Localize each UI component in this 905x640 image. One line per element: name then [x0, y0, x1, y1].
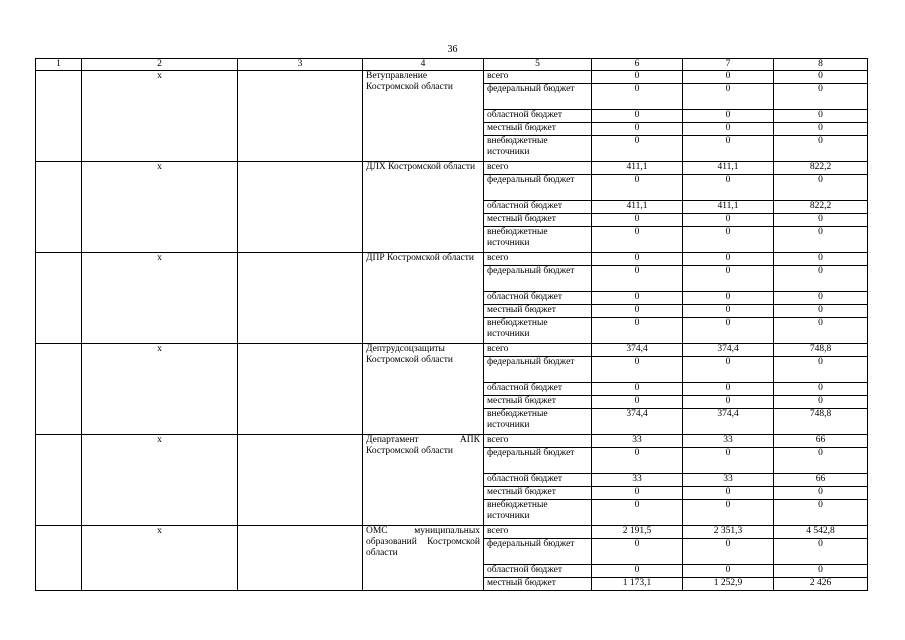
table-row: [36, 162, 868, 175]
funding-source-cell: федеральный бюджет: [484, 175, 592, 201]
funding-source-cell: всего: [484, 253, 592, 266]
value-col7-cell: 411,1: [683, 162, 774, 175]
empty-cell: [238, 435, 363, 526]
value-col7-cell: 33: [683, 474, 774, 487]
empty-cell: [238, 253, 363, 344]
funding-source-cell: местный бюджет: [484, 578, 592, 591]
value-col7-cell: 0: [683, 292, 774, 305]
row-number-cell: [36, 162, 82, 253]
value-col7-cell: 0: [683, 71, 774, 84]
value-col7-cell: 0: [683, 136, 774, 162]
empty-cell: [238, 162, 363, 253]
value-col6-cell: 0: [592, 71, 683, 84]
mark-cell: х: [82, 435, 238, 526]
value-col7-cell: 0: [683, 266, 774, 292]
value-col7-cell: 0: [683, 539, 774, 565]
table-row: [36, 526, 868, 539]
table-row: [36, 71, 868, 84]
value-col6-cell: 0: [592, 175, 683, 201]
row-number-cell: [36, 253, 82, 344]
value-col8-cell: 0: [774, 253, 868, 266]
value-col7-cell: 0: [683, 318, 774, 344]
header-row: [36, 59, 868, 71]
empty-cell: [238, 71, 363, 162]
value-col7-cell: 374,4: [683, 344, 774, 357]
value-col6-cell: 33: [592, 474, 683, 487]
value-col8-cell: 0: [774, 266, 868, 292]
value-col6-cell: 0: [592, 500, 683, 526]
value-col6-cell: 0: [592, 110, 683, 123]
funding-source-cell: местный бюджет: [484, 396, 592, 409]
organization-cell: Дептрудсоцзащиты Костромской области: [363, 344, 484, 435]
row-number-cell: [36, 435, 82, 526]
value-col8-cell: 2 426: [774, 578, 868, 591]
value-col7-cell: 33: [683, 435, 774, 448]
funding-source-cell: всего: [484, 526, 592, 539]
header-cell: 6: [592, 59, 683, 71]
header-cell: 2: [82, 59, 238, 71]
mark-cell: х: [82, 526, 238, 591]
funding-source-cell: внебюджетные источники: [484, 409, 592, 435]
value-col6-cell: 411,1: [592, 201, 683, 214]
value-col8-cell: 0: [774, 357, 868, 383]
value-col8-cell: 66: [774, 474, 868, 487]
organization-cell: ДЛХ Костромской области: [363, 162, 484, 253]
row-number-cell: [36, 71, 82, 162]
value-col6-cell: 411,1: [592, 162, 683, 175]
value-col8-cell: 0: [774, 136, 868, 162]
value-col8-cell: 0: [774, 227, 868, 253]
header-cell: 3: [238, 59, 363, 71]
mark-cell: х: [82, 162, 238, 253]
value-col7-cell: 0: [683, 357, 774, 383]
mark-cell: х: [82, 253, 238, 344]
value-col7-cell: 0: [683, 253, 774, 266]
funding-source-cell: федеральный бюджет: [484, 448, 592, 474]
page-number: 36: [447, 44, 458, 55]
mark-cell: х: [82, 344, 238, 435]
header-cell: 5: [484, 59, 592, 71]
organization-cell: Ветуправление Костромской области: [363, 71, 484, 162]
funding-source-cell: федеральный бюджет: [484, 539, 592, 565]
funding-source-cell: областной бюджет: [484, 474, 592, 487]
value-col7-cell: 0: [683, 383, 774, 396]
table-row: [36, 435, 868, 448]
value-col8-cell: 4 542,8: [774, 526, 868, 539]
value-col8-cell: 0: [774, 292, 868, 305]
value-col7-cell: 0: [683, 84, 774, 110]
value-col6-cell: 0: [592, 227, 683, 253]
value-col6-cell: 0: [592, 383, 683, 396]
funding-source-cell: областной бюджет: [484, 110, 592, 123]
header-cell: 4: [363, 59, 484, 71]
value-col8-cell: 748,8: [774, 409, 868, 435]
value-col8-cell: 0: [774, 539, 868, 565]
value-col7-cell: 0: [683, 123, 774, 136]
value-col7-cell: 411,1: [683, 201, 774, 214]
organization-cell: ДПР Костромской области: [363, 253, 484, 344]
value-col6-cell: 0: [592, 357, 683, 383]
value-col7-cell: 0: [683, 487, 774, 500]
funding-source-cell: областной бюджет: [484, 201, 592, 214]
value-col6-cell: 0: [592, 448, 683, 474]
funding-source-cell: всего: [484, 71, 592, 84]
value-col7-cell: 0: [683, 305, 774, 318]
funding-source-cell: всего: [484, 435, 592, 448]
empty-cell: [238, 344, 363, 435]
row-number-cell: [36, 344, 82, 435]
value-col6-cell: 0: [592, 396, 683, 409]
value-col6-cell: 2 191,5: [592, 526, 683, 539]
funding-source-cell: местный бюджет: [484, 214, 592, 227]
funding-source-cell: внебюджетные источники: [484, 227, 592, 253]
value-col8-cell: 822,2: [774, 201, 868, 214]
value-col6-cell: 0: [592, 539, 683, 565]
value-col8-cell: 0: [774, 396, 868, 409]
mark-cell: х: [82, 71, 238, 162]
funding-source-cell: федеральный бюджет: [484, 266, 592, 292]
value-col6-cell: 374,4: [592, 344, 683, 357]
value-col7-cell: 0: [683, 175, 774, 201]
value-col8-cell: 0: [774, 305, 868, 318]
table-row: [36, 344, 868, 357]
value-col8-cell: 0: [774, 175, 868, 201]
value-col6-cell: 0: [592, 84, 683, 110]
value-col6-cell: 0: [592, 305, 683, 318]
value-col7-cell: 0: [683, 227, 774, 253]
value-col7-cell: 0: [683, 214, 774, 227]
value-col8-cell: 0: [774, 500, 868, 526]
funding-source-cell: федеральный бюджет: [484, 357, 592, 383]
value-col6-cell: 0: [592, 318, 683, 344]
value-col8-cell: 0: [774, 110, 868, 123]
budget-table: [35, 58, 868, 591]
value-col7-cell: 0: [683, 500, 774, 526]
value-col7-cell: 374,4: [683, 409, 774, 435]
value-col8-cell: 0: [774, 84, 868, 110]
funding-source-cell: областной бюджет: [484, 565, 592, 578]
value-col6-cell: 0: [592, 136, 683, 162]
value-col6-cell: 33: [592, 435, 683, 448]
value-col8-cell: 0: [774, 318, 868, 344]
organization-cell: Департамент АПК Костромской области: [363, 435, 484, 526]
organization-cell: ОМС муниципальных образований Костромской области: [363, 526, 484, 591]
header-cell: 8: [774, 59, 868, 71]
value-col8-cell: 0: [774, 71, 868, 84]
value-col6-cell: 0: [592, 253, 683, 266]
value-col7-cell: 0: [683, 110, 774, 123]
value-col8-cell: 0: [774, 123, 868, 136]
value-col6-cell: 0: [592, 565, 683, 578]
funding-source-cell: внебюджетные источники: [484, 500, 592, 526]
value-col8-cell: 0: [774, 448, 868, 474]
value-col6-cell: 1 173,1: [592, 578, 683, 591]
funding-source-cell: местный бюджет: [484, 487, 592, 500]
value-col8-cell: 748,8: [774, 344, 868, 357]
value-col6-cell: 0: [592, 487, 683, 500]
value-col8-cell: 0: [774, 383, 868, 396]
table-row: [36, 253, 868, 266]
header-cell: 1: [36, 59, 82, 71]
value-col6-cell: 0: [592, 266, 683, 292]
value-col6-cell: 0: [592, 214, 683, 227]
value-col6-cell: 0: [592, 292, 683, 305]
value-col8-cell: 0: [774, 214, 868, 227]
funding-source-cell: внебюджетные источники: [484, 136, 592, 162]
value-col7-cell: 0: [683, 565, 774, 578]
value-col7-cell: 1 252,9: [683, 578, 774, 591]
value-col7-cell: 0: [683, 448, 774, 474]
value-col8-cell: 0: [774, 487, 868, 500]
value-col8-cell: 0: [774, 565, 868, 578]
row-number-cell: [36, 526, 82, 591]
funding-source-cell: местный бюджет: [484, 305, 592, 318]
value-col7-cell: 0: [683, 396, 774, 409]
funding-source-cell: федеральный бюджет: [484, 84, 592, 110]
header-cell: 7: [683, 59, 774, 71]
funding-source-cell: местный бюджет: [484, 123, 592, 136]
funding-source-cell: внебюджетные источники: [484, 318, 592, 344]
value-col6-cell: 374,4: [592, 409, 683, 435]
funding-source-cell: всего: [484, 344, 592, 357]
funding-source-cell: всего: [484, 162, 592, 175]
funding-source-cell: областной бюджет: [484, 383, 592, 396]
value-col8-cell: 822,2: [774, 162, 868, 175]
value-col6-cell: 0: [592, 123, 683, 136]
funding-source-cell: областной бюджет: [484, 292, 592, 305]
value-col8-cell: 66: [774, 435, 868, 448]
value-col7-cell: 2 351,3: [683, 526, 774, 539]
empty-cell: [238, 526, 363, 591]
